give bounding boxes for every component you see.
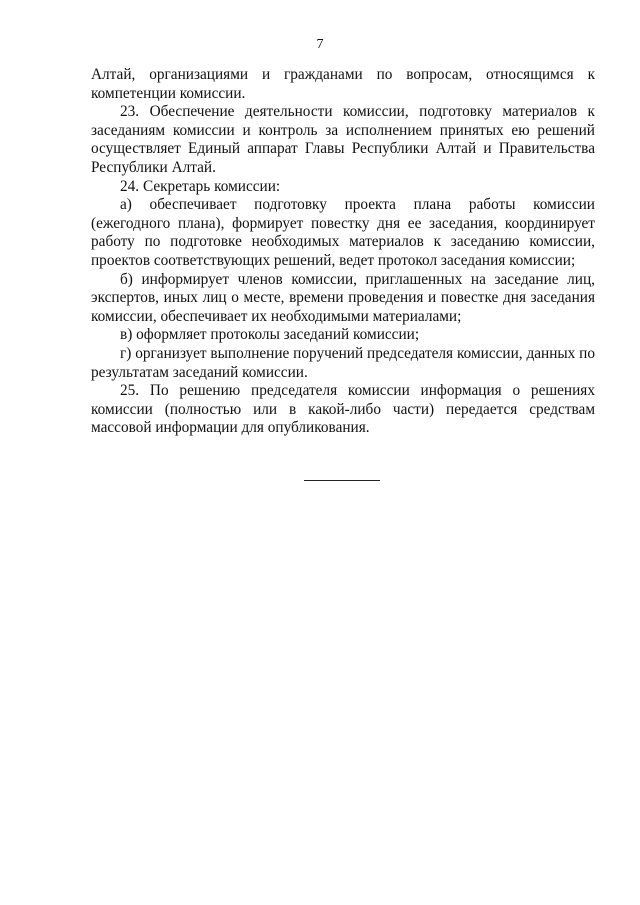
paragraph-item-23: 23. Обеспечение деятельности комиссии, подготовку материалов к заседаниям комиссии и контроль за исполнением принятых ею решений осуществляет Единый аппарат Главы Республики Алтай и Правительства Республики Алтай. <box>91 103 595 176</box>
paragraph-continuation: Алтай, организациями и гражданами по вопросам, относящимся к компетенции комиссии. <box>91 66 595 102</box>
paragraph-subitem-g: г) организует выполнение поручений председателя комиссии, данных по результатам заседаний комиссии. <box>91 344 595 381</box>
paragraph-item-25: 25. По решению председателя комиссии информация о решениях комиссии (полностью или в какой-либо части) передается средствам массовой информации для опубликования. <box>91 382 595 437</box>
paragraph-item-24: 24. Секретарь комиссии: <box>120 177 281 195</box>
page-number: 7 <box>316 37 324 52</box>
paragraph-subitem-v: в) оформляет протоколы заседаний комиссии; <box>120 326 420 344</box>
document-body <box>91 66 595 438</box>
paragraph-subitem-b: б) информирует членов комиссии, приглашенных на заседание лиц, экспертов, иных лиц о месте, времени проведения и повестке дня заседания комиссии, обеспечивает их необходимыми материалами; <box>91 270 595 325</box>
closing-divider <box>304 480 380 481</box>
paragraph-subitem-a: а) обеспечивает подготовку проекта плана работы комиссии (ежегодного плана), формирует повестку дня ее заседания, координирует работу по подготовке необходимых материалов к заседанию комиссии, проектов соответствующих решений, ведет протокол заседания комиссии; <box>91 196 595 269</box>
